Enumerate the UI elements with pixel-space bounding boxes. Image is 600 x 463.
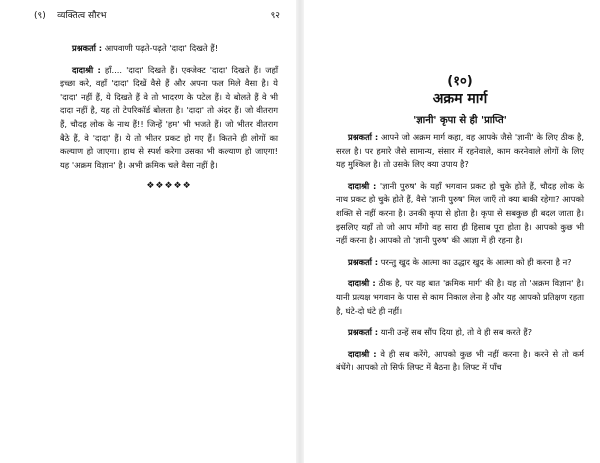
- speaker-label: दादाश्री :: [348, 348, 377, 359]
- paragraph-text: यानी उन्हें सब सौंप दिया हो, तो वे ही सब करते हैं?: [380, 327, 533, 338]
- paragraph: [336, 180, 584, 248]
- paragraph: [336, 256, 584, 270]
- page-number: ९२: [270, 11, 280, 21]
- chapter-title: अक्रम मार्ग: [432, 91, 488, 107]
- speaker-label: प्रश्नकर्ता :: [348, 132, 379, 142]
- paragraph-text: आपने जो अक्रम मार्ग कहा, वह आपके जैसे 'ज्ञानी' के लिए ठीक है, सरल है। पर हमारे जैसे सामान्य, संसार में रहनेवाले, काम करनेवाले लोगों के लिए यह मुश्किल है। तो उसके लिए क्या उपाय है?: [336, 132, 585, 170]
- speaker-label: दादाश्री :: [348, 180, 377, 191]
- chapter-number: (१०): [447, 74, 473, 89]
- book-gutter: [296, 0, 304, 463]
- left-page-text: [60, 42, 278, 194]
- paragraph: [336, 277, 584, 318]
- right-page-text: [336, 131, 584, 383]
- header-left-marker: (९): [34, 11, 46, 21]
- running-header: [34, 8, 280, 22]
- right-page: [304, 0, 600, 463]
- speaker-label: दादाश्री :: [72, 64, 101, 75]
- speaker-label: प्रश्नकर्ता :: [348, 256, 379, 267]
- paragraph: [60, 42, 278, 56]
- paragraph-text: हाँ.... 'दादा' दिखते हैं। एक्जेक्ट 'दादा' दिखते हैं। जहाँ इच्छा करे, वहाँ 'दादा' दिखें वैसे हैं और अपना फल मिले वैसा है। ये 'दादा' नहीं हैं, ये दिखते हैं वे तो भादरण के पटेल हैं। ये बोलते हैं वे भी दादा नहीं है, यह तो टेपरिकॉर्ड बोलता है। 'दादा' तो अंदर हैं। जो वीतराग हैं, चौदह लोक के नाथ हैं!! जिन्हें 'हम' भी भजते हैं। जो भीतर वीतराग बैठे हैं, वे 'दादा' हैं। ये तो भीतर प्रकट हो गए हैं। कितने ही लोगों का कल्याण हो जाएगा। हाथ से स्पर्श करेगा उसका भी कल्याण हो जाएगा! यह 'अक्रम विज्ञान' है। अभी क्रमिक चले वैसा नहीं है।: [60, 64, 278, 170]
- chapter-heading: [336, 74, 584, 108]
- paragraph: [336, 131, 584, 172]
- paragraph-text: परन्तु खुद के आत्मा का उद्धार खुद के आत्मा को ही करना है न?: [380, 256, 572, 267]
- paragraph-text: आपवाणी पढ़ते-पढ़ते 'दादा' दिखते हैं!: [104, 43, 219, 53]
- speaker-label: प्रश्नकर्ता :: [348, 327, 379, 338]
- speaker-label: प्रश्नकर्ता :: [72, 43, 103, 53]
- chapter-subtitle: 'ज्ञानी' कृपा से ही 'प्राप्ति': [413, 115, 507, 126]
- paragraph-text: वे ही सब करेंगे, आपको कुछ भी नहीं करना है। करने से तो कर्म बंधेंगे। आपको तो सिर्फ लिफ्ट में बैठना है। लिफ्ट में पाँच: [336, 348, 584, 373]
- paragraph: [336, 326, 584, 340]
- header-title-group: [34, 8, 106, 21]
- paragraph: [336, 348, 584, 375]
- speaker-label: दादाश्री :: [348, 278, 376, 289]
- paragraph: [60, 64, 278, 173]
- paragraph-text: ठीक है, पर यह बात 'क्रमिक मार्ग' की है। यह तो 'अक्रम विज्ञान' है। यानी प्रत्यक्ष भगवान के पास से काम निकाल लेना है और यह आपको प्रतिक्षण रहता है, घंटे-दो घंटे ही नहीं।: [336, 278, 584, 316]
- left-page: [0, 0, 296, 463]
- paragraph-text: 'ज्ञानी पुरुष' के यहाँ भगवान प्रकट हो चुके होते हैं, चौदह लोक के नाथ प्रकट हो चुके होते हैं, वैसे 'ज्ञानी पुरुष' मिल जाएँ तो क्या बाकी रहेगा? आपको शक्ति से नहीं करना है। उनकी कृपा से होता है। कृपा से सबकुछ ही बदल जाता है। इसलिए यहाँ तो जो आप माँगो वह सारा ही हिसाब पूरा होता है। आपको कुछ भी नहीं करना है। आपको तो 'ज्ञानी पुरुष' की आज्ञा में ही रहना है।: [336, 180, 585, 246]
- section-ornament: ❖❖❖❖❖: [146, 181, 192, 192]
- header-title: व्यक्तित्व सौरभ: [57, 11, 107, 21]
